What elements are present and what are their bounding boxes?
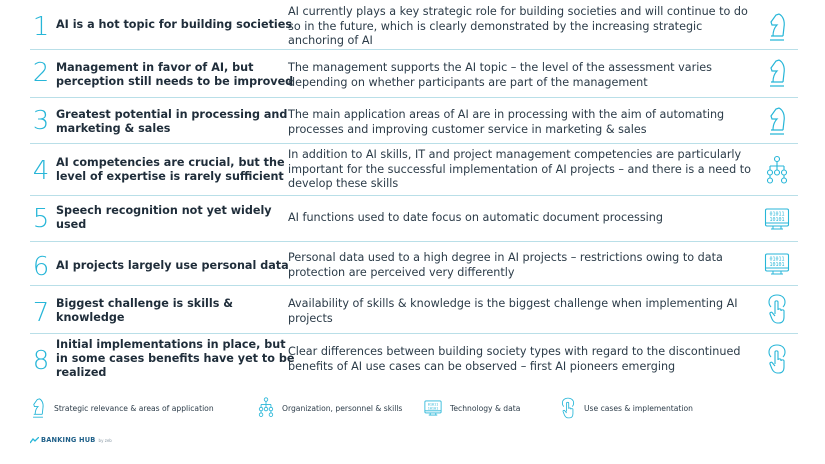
binary-text: 01011 (769, 256, 785, 263)
legend-item-technology (422, 395, 520, 421)
binary-text: 10101 (427, 406, 439, 411)
row-claim: Management in favor of AI, but perception still needs to be improved (56, 61, 294, 88)
pointing-hand-icon (558, 396, 578, 420)
legend-item-use-cases (558, 395, 693, 421)
row-description: AI currently plays a key strategic role for building societies and will continue to do so in the future, which is clearly demonstrated by the increasing strategic anchoring of AI (288, 5, 748, 47)
legend-item-organization (256, 395, 402, 421)
legend (28, 395, 728, 421)
binary-screen-icon (764, 202, 790, 236)
row-number: 4 (32, 156, 50, 186)
row-number: 2 (32, 58, 50, 88)
logo-brand: BANKING HUB (41, 436, 96, 444)
row-number: 8 (32, 346, 50, 376)
row-description: AI functions used to date focus on automatic document processing (288, 211, 663, 224)
banking-hub-logo (30, 436, 112, 444)
row-number: 1 (32, 12, 50, 42)
pointing-hand-icon (764, 292, 790, 326)
logo-sub: by zeb (98, 437, 112, 443)
row-number: 3 (32, 106, 50, 136)
org-chart-icon (764, 154, 790, 188)
row-claim: AI competencies are crucial, but the level of expertise is rarely sufficient (56, 156, 285, 183)
row-description: Personal data used to a high degree in AI projects – restrictions owing to data protection are perceived very differently (288, 251, 723, 279)
finding-row-2 (30, 50, 798, 98)
legend-label: Use cases & implementation (584, 403, 693, 413)
row-claim: Initial implementations in place, but in some cases benefits have yet to be realized (56, 338, 295, 379)
row-description: In addition to AI skills, IT and project management competencies are particularly important for the successful implementation of AI projects – and there is a need to develop these skills (288, 148, 751, 190)
row-claim: Greatest potential in processing and marketing & sales (56, 108, 288, 135)
row-description: The management supports the AI topic – the level of the assessment varies depending on whether participants are part of the management (288, 61, 713, 89)
row-claim: AI projects largely use personal data (56, 259, 289, 272)
row-claim: Speech recognition not yet widely used (56, 204, 272, 231)
finding-row-6 (30, 242, 798, 286)
row-claim: Biggest challenge is skills & knowledge (56, 297, 234, 324)
legend-label: Strategic relevance & areas of application (54, 403, 214, 413)
row-description: The main application areas of AI are in processing with the aim of automating processes and improving customer service in marketing & sales (288, 108, 725, 136)
pointing-hand-icon (764, 342, 790, 376)
binary-text: 10101 (769, 262, 785, 268)
row-number: 6 (32, 252, 50, 282)
finding-row-8 (30, 334, 798, 386)
row-number: 5 (32, 204, 50, 234)
org-chart-icon (256, 396, 276, 420)
binary-screen-icon (764, 247, 790, 281)
legend-item-strategic (28, 395, 214, 421)
logo-mark-icon (30, 437, 39, 444)
finding-row-7 (30, 286, 798, 334)
finding-row-4 (30, 144, 798, 196)
binary-screen-icon (422, 396, 444, 420)
chess-knight-icon (764, 56, 790, 90)
legend-label: Organization, personnel & skills (282, 403, 403, 413)
row-description: Availability of skills & knowledge is the biggest challenge when implementing AI projects (288, 297, 738, 325)
finding-row-1 (30, 0, 798, 50)
binary-text: 01011 (769, 211, 785, 218)
row-description: Clear differences between building society types with regard to the discontinued benefits of AI use cases can be observed – first AI pioneers emerging (288, 345, 741, 373)
row-claim: AI is a hot topic for building societies (56, 18, 292, 31)
legend-label: Technology & data (450, 403, 521, 413)
finding-row-5 (30, 196, 798, 242)
chess-knight-icon (764, 10, 790, 44)
binary-text: 10101 (769, 217, 785, 223)
binary-text: 01011 (427, 402, 439, 407)
finding-row-3 (30, 98, 798, 144)
chess-knight-icon (28, 396, 48, 420)
chess-knight-icon (764, 104, 790, 138)
row-number: 7 (32, 298, 50, 328)
